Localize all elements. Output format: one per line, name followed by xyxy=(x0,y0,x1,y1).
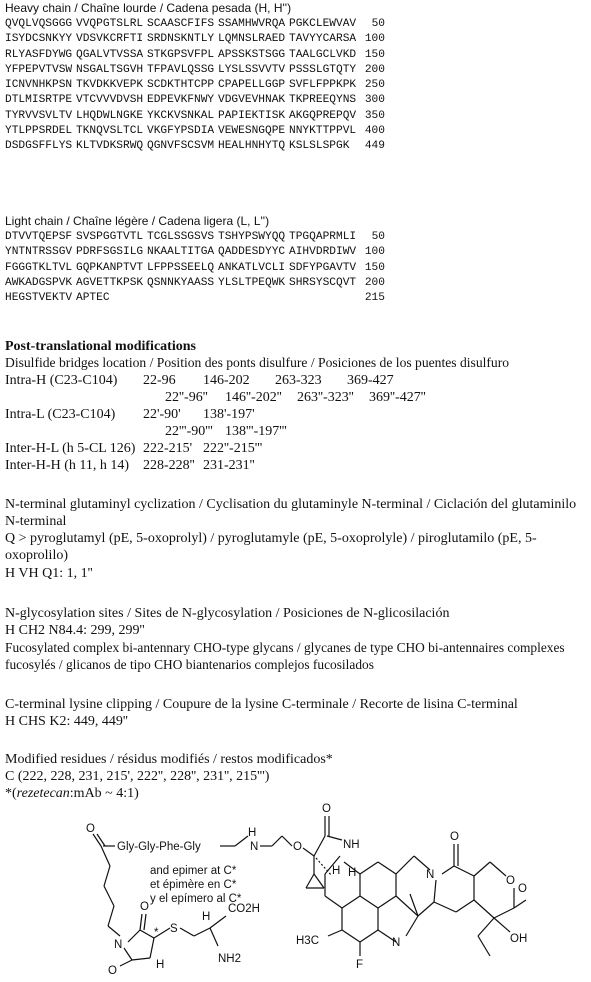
bond xyxy=(327,836,342,840)
sequence-row xyxy=(5,291,385,306)
light-chain-sequence xyxy=(5,230,385,306)
atom-nh2: NH2 xyxy=(218,953,242,965)
disulfide-pair: 138'-197' xyxy=(203,407,255,422)
sequence-row xyxy=(5,230,385,245)
sequence-group xyxy=(289,291,360,306)
sequence-group: TKPREEQYNS xyxy=(289,94,357,107)
sequence-group: TFPAVLQSSG xyxy=(147,63,215,76)
sequence-group: QVQLVQSGGG xyxy=(5,18,73,30)
sequence-group: QGNVFSCSVM xyxy=(147,140,215,153)
atom-h-succ: H xyxy=(156,959,165,971)
sequence-group: CPAPELLGGP xyxy=(218,79,286,92)
bond xyxy=(474,900,494,918)
heavy-chain-sequence xyxy=(5,17,385,155)
bond xyxy=(396,856,414,874)
note-drug-name: rezetecan xyxy=(16,786,70,801)
atom-s: S xyxy=(170,923,178,935)
sequence-group: NSGALTSGVH xyxy=(76,63,144,76)
bond xyxy=(360,862,378,874)
bond xyxy=(342,896,360,908)
disulfide-row xyxy=(5,406,441,423)
sequence-group: YTLPPSRDEL xyxy=(5,125,73,138)
sequence-row xyxy=(5,48,385,63)
sequence-group: AGVETTKPSK xyxy=(76,276,144,289)
disulfide-pair: 369-427 xyxy=(347,373,394,388)
epimer-note-fr: et épimère en C* xyxy=(150,879,237,891)
bond xyxy=(303,848,314,856)
sequence-group: PGKCLEWVAV xyxy=(289,18,357,30)
sequence-group: TCGLSSGSVS xyxy=(147,231,215,243)
sequence-group: PAPIEKTISK xyxy=(218,109,286,122)
epimer-note-en: and epimer at C* xyxy=(150,865,237,877)
disulfide-row xyxy=(5,440,441,457)
atom-o-succ-1: O xyxy=(140,901,149,913)
sequence-row xyxy=(5,276,385,291)
disulfide-row xyxy=(5,423,441,440)
bond xyxy=(282,836,292,846)
bond xyxy=(194,928,210,936)
bond xyxy=(378,862,396,874)
bond xyxy=(210,916,226,928)
sequence-group: TAVYYCARSA xyxy=(289,33,357,46)
disulfide-pair: 22'''-90''' xyxy=(165,424,213,439)
sequence-end-position: 100 xyxy=(364,246,385,259)
cterm-title: C-terminal lysine clipping / Coupure de la lysine C-terminale / Recorte de lisina C-terminal xyxy=(5,697,518,712)
sequence-end-position: 50 xyxy=(371,18,385,30)
sequence-group: AKGQPREPQV xyxy=(289,109,357,122)
sequence-group: DTLMISRTPE xyxy=(5,94,73,107)
disulfide-pair: 22''-96'' xyxy=(165,390,208,405)
bond xyxy=(414,856,430,870)
sequence-group: SCAASCFIFS xyxy=(147,18,215,30)
disulfide-list xyxy=(5,372,441,474)
sequence-group: VVQPGTSLRL xyxy=(76,18,144,30)
bond xyxy=(306,874,314,888)
disulfide-pair: 222''-215''' xyxy=(203,441,263,456)
nglyc-position: H CH2 N84.4: 299, 299'' xyxy=(5,623,145,638)
sequence-group: SSAMHWVRQA xyxy=(218,18,286,30)
sequence-group: LHQDWLNGKE xyxy=(76,109,144,122)
sequence-group: APTEC xyxy=(76,292,110,305)
sequence-group: SVFLFPPKPK xyxy=(289,79,357,92)
atom-o-carbonyl: O xyxy=(86,823,95,835)
bond xyxy=(101,846,110,866)
bond xyxy=(434,880,436,902)
bond xyxy=(93,834,101,846)
sequence-group: GQPKANPTVT xyxy=(76,261,144,274)
sequence-end-position: 200 xyxy=(364,276,385,289)
sequence-group xyxy=(218,291,289,306)
sequence-group: STKGPSVFPL xyxy=(147,48,215,61)
bond xyxy=(478,918,494,936)
bond xyxy=(316,858,332,876)
disulfide-row-label: Inter-H-H (h 11, h 14) xyxy=(5,458,129,473)
atom-h-ring: H xyxy=(348,867,357,879)
sequence-group: DSDGSFFLYS xyxy=(5,140,73,153)
disulfide-row-label: Intra-L (C23-C104) xyxy=(5,407,116,422)
sequence-group: HEALHNHYTQ xyxy=(218,140,286,153)
sequence-row xyxy=(5,261,385,276)
atom-h-cys: H xyxy=(202,911,211,923)
note-prefix: *( xyxy=(5,786,17,801)
bond xyxy=(342,930,360,942)
sequence-group: ISYDCSNKYY xyxy=(5,33,73,46)
atom-n-quinoline: N xyxy=(392,937,401,949)
sequence-group: VTCVVVDVSH xyxy=(76,94,144,107)
sequence-end-position: 300 xyxy=(364,94,385,107)
linker-peptide-label: Gly-Gly-Phe-Gly xyxy=(117,841,201,853)
sequence-end-position: 215 xyxy=(364,292,385,305)
bond xyxy=(454,866,474,876)
bond xyxy=(272,836,282,846)
chemical-structure xyxy=(70,796,530,980)
atom-oh: OH xyxy=(510,933,528,945)
sequence-end-position: 100 xyxy=(364,33,385,46)
sequence-end-position: 400 xyxy=(364,125,385,138)
atom-h3c: H3C xyxy=(296,935,320,947)
sequence-group: FGGGTKLTVL xyxy=(5,261,73,274)
sequence-group: PSSSLGTQTY xyxy=(289,63,357,76)
bond xyxy=(97,834,105,846)
sequence-group: KSLSLSPGK xyxy=(289,140,350,153)
sequence-row xyxy=(5,139,385,154)
disulfide-row xyxy=(5,457,441,474)
disulfide-pair: 222-215' xyxy=(143,441,193,456)
sequence-end-position: 449 xyxy=(364,140,385,153)
disulfide-pair: 263''-323'' xyxy=(297,390,354,405)
modified-residues-list: C (222, 228, 231, 215', 222'', 228'', 231'', 215''') xyxy=(5,769,270,784)
bond xyxy=(328,930,342,936)
disulfide-pair: 146-202 xyxy=(203,373,250,388)
sequence-group: VDGVEVHNAK xyxy=(218,94,286,107)
bond xyxy=(478,936,490,956)
note-suffix: :mAb ~ 4:1) xyxy=(69,786,139,801)
bond xyxy=(128,930,140,942)
bond xyxy=(494,908,514,918)
sequence-group: ANKATLVCLI xyxy=(218,261,286,274)
sequence-group: SCDKTHTCPP xyxy=(147,79,215,92)
disulfide-pair: 138'''-197''' xyxy=(225,424,287,439)
cterm-position: H CHS K2: 449, 449'' xyxy=(5,714,128,729)
bond xyxy=(378,896,396,908)
nterm-detail: Q > pyroglutamyl (pE, 5-oxoprolyl) / pyroglutamyle (pE, 5-oxoprolyle) / piroglutamilo (pE, 5-oxoprolilo) xyxy=(5,531,537,563)
sequence-row xyxy=(5,32,385,47)
sequence-group: RLYASFDYWG xyxy=(5,48,73,61)
bond xyxy=(418,902,434,916)
bond xyxy=(360,896,378,908)
sequence-row xyxy=(5,93,385,108)
bond xyxy=(360,930,378,942)
bond xyxy=(490,862,506,876)
disulfide-pair: 231-231'' xyxy=(203,458,255,473)
sequence-row xyxy=(5,245,385,260)
sequence-group: ICNVNHKPSN xyxy=(5,79,73,92)
bond xyxy=(210,928,218,946)
sequence-group xyxy=(147,291,218,306)
atom-nh-linker: H xyxy=(248,827,257,839)
bond xyxy=(132,958,150,960)
light-chain-title: Light chain / Chaîne légère / Cadena ligera (L, L'') xyxy=(5,214,270,228)
sequence-group: HEGSTVEKTV xyxy=(5,292,73,305)
disulfide-row-label: Inter-H-L (h 5-CL 126) xyxy=(5,441,136,456)
sequence-group: QADDESDYYC xyxy=(218,246,286,259)
sequence-row xyxy=(5,124,385,139)
bond xyxy=(104,886,114,906)
sequence-group: KLTVDKSRWQ xyxy=(76,140,144,153)
sequence-row xyxy=(5,109,385,124)
bond xyxy=(434,902,456,912)
atom-n-succinimide: N xyxy=(114,939,123,951)
disulfide-pair: 22'-90' xyxy=(143,407,181,422)
bond xyxy=(314,874,324,888)
sequence-group: SDFYPGAVTV xyxy=(289,261,357,274)
sequence-group: AWKADGSPVK xyxy=(5,276,73,289)
bond xyxy=(494,918,510,932)
sequence-group: VEWESNGQPE xyxy=(218,125,286,138)
atom-o-lactam: O xyxy=(450,831,459,843)
nterm-position: H VH Q1: 1, 1'' xyxy=(5,566,93,581)
sequence-group: YNTNTRSSGV xyxy=(5,246,73,259)
sequence-group: YLSLTPEQWK xyxy=(218,276,286,289)
sequence-group: YKCKVSNKAL xyxy=(147,109,215,122)
sequence-group: QGALVTVSSA xyxy=(76,48,144,61)
bond xyxy=(108,926,120,936)
nglyc-detail: Fucosylated complex bi-antennary CHO-type glycans / glycanes de type CHO bi-antennaires complexes fucosylés / glicanos de tipo CHO biantenarios complejos fucosilados xyxy=(5,640,565,672)
atom-o-lactone-co: O xyxy=(518,883,527,895)
disulfide-pair: 146''-202'' xyxy=(225,390,282,405)
sequence-group: EDPEVKFNWY xyxy=(147,94,215,107)
sequence-group: LYSLSSVVTV xyxy=(218,63,286,76)
atom-o-ether: O xyxy=(293,841,302,853)
sequence-end-position: 250 xyxy=(364,79,385,92)
bond xyxy=(124,948,132,960)
atom-o-lactone: O xyxy=(506,875,515,887)
disulfide-row xyxy=(5,372,441,389)
bond xyxy=(235,836,248,846)
sequence-group: DTVVTQEPSF xyxy=(5,231,73,243)
sequence-group: PDRFSGSILG xyxy=(76,246,144,259)
atom-n-linker: N xyxy=(250,841,259,853)
sequence-row xyxy=(5,78,385,93)
bond xyxy=(180,928,194,936)
sequence-group: AIHVDRDIWV xyxy=(289,246,357,259)
sequence-group: SRDNSKNTLY xyxy=(147,33,215,46)
sequence-group: VKGFYPSDIA xyxy=(147,125,215,138)
bond xyxy=(140,930,154,938)
atom-o-succ-2: O xyxy=(108,965,117,977)
sequence-end-position: 150 xyxy=(364,48,385,61)
sequence-group: TKVDKKVEPK xyxy=(76,79,144,92)
disulfide-pair: 263-323 xyxy=(275,373,322,388)
sequence-group: TYRVVSVLTV xyxy=(5,109,73,122)
sequence-group: TAALGCLVKD xyxy=(289,48,357,61)
bond xyxy=(456,900,474,912)
sequence-group: TSHYPSWYQQ xyxy=(218,231,286,243)
sequence-row xyxy=(5,17,385,32)
sequence-group: TKNQVSLTCL xyxy=(76,125,144,138)
sequence-group: VDSVKCRFTI xyxy=(76,33,144,46)
atom-h-alpha: H xyxy=(332,865,341,877)
bond xyxy=(140,914,142,930)
sequence-group: TPGQAPRMLI xyxy=(289,231,357,243)
disulfide-pair: 369''-427'' xyxy=(369,390,426,405)
atom-n-pyrrole: N xyxy=(426,869,435,881)
bond xyxy=(144,914,146,930)
sequence-group: NNYKTTPPVL xyxy=(289,125,357,138)
nterm-title: N-terminal glutaminyl cyclization / Cyclisation du glutaminyle N-terminal / Ciclación del glutaminilo N-terminal xyxy=(5,497,577,529)
ptm-heading: Post-translational modifications xyxy=(5,339,196,354)
sequence-end-position: 150 xyxy=(364,261,385,274)
bond xyxy=(406,916,418,936)
bond xyxy=(325,896,342,908)
sequence-group: LQMNSLRAED xyxy=(218,33,286,46)
atom-nh-amide: NH xyxy=(343,839,360,851)
sequence-group: NKAALTITGA xyxy=(147,246,215,259)
disulfide-row xyxy=(5,389,441,406)
bond xyxy=(108,906,114,926)
sequence-group: YFPEPVTVSW xyxy=(5,63,73,76)
disulfide-row-label xyxy=(5,423,165,440)
atom-f: F xyxy=(356,959,364,971)
bond xyxy=(442,866,454,874)
sequence-group: SHRSYSCQVT xyxy=(289,276,357,289)
sequence-group: QSNNKYAASS xyxy=(147,276,215,289)
bond xyxy=(104,866,110,886)
nglyc-title: N-glycosylation sites / Sites de N-glycosylation / Posiciones de N-glicosilación xyxy=(5,606,450,621)
bond xyxy=(150,938,154,958)
modified-residues-title: Modified residues / résidus modifiés / restos modificados* xyxy=(5,752,333,767)
atom-o-amide: O xyxy=(322,803,331,815)
bond xyxy=(120,960,132,966)
sequence-group: SVSPGGTVTL xyxy=(76,231,144,243)
sequence-row xyxy=(5,63,385,78)
heavy-chain-title: Heavy chain / Chaîne lourde / Cadena pesada (H, H'') xyxy=(5,1,292,15)
sequence-group: APSSKSTSGG xyxy=(218,48,286,61)
disulfide-row-label: Intra-H (C23-C104) xyxy=(5,373,118,388)
bond xyxy=(474,862,490,876)
sequence-group: LFPPSSEELQ xyxy=(147,261,215,274)
disulfide-pair: 228-228'' xyxy=(143,458,195,473)
disulfide-row-label xyxy=(5,389,165,406)
epimer-note-es: y el epímero al C* xyxy=(150,893,242,905)
sequence-end-position: 50 xyxy=(371,231,385,243)
disulfide-title: Disulfide bridges location / Position des ponts disulfure / Posiciones de los puentes disulfuro xyxy=(5,355,510,370)
disulfide-pair: 22-96 xyxy=(143,373,176,388)
bond xyxy=(514,900,526,908)
chiral-star: * xyxy=(154,927,159,939)
bond xyxy=(314,836,325,856)
sequence-end-position: 200 xyxy=(364,63,385,76)
atom-co2h: CO2H xyxy=(228,903,260,915)
sequence-end-position: 350 xyxy=(364,109,385,122)
